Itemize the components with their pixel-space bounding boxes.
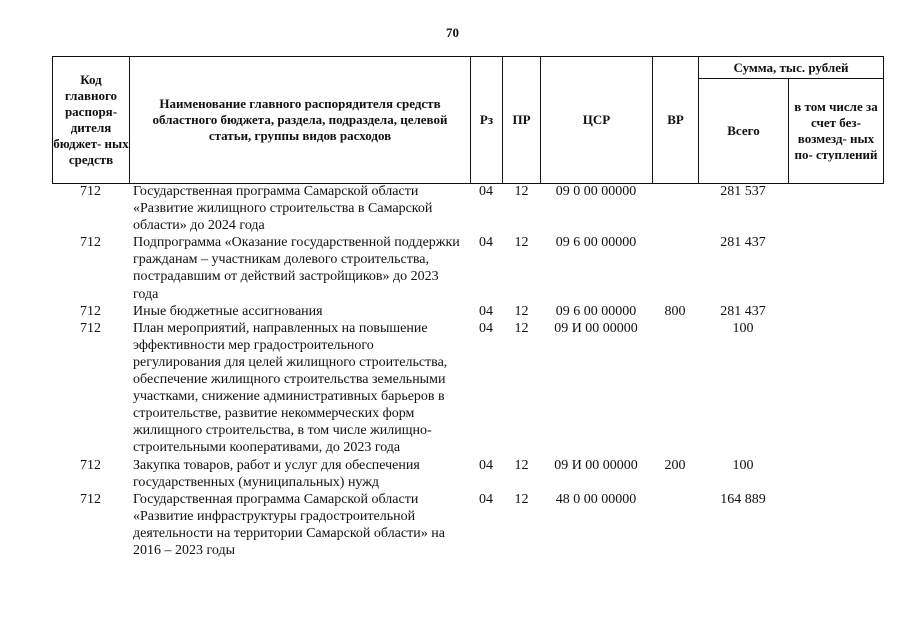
table-row xyxy=(52,320,884,457)
header-name: Наименование главного распорядителя средств областного бюджета, раздела, подраздела, целевой статьи, группы видов расходов xyxy=(152,96,448,143)
table-body xyxy=(52,183,884,559)
cell-vr: 200 xyxy=(664,457,686,473)
cell-name: Государственная программа Самарской области «Развитие жилищного строительства в Самарской области» до 2024 года xyxy=(133,184,433,234)
cell-csr: 09 0 00 00000 xyxy=(555,184,637,199)
header-csr: ЦСР xyxy=(582,112,611,127)
table-row xyxy=(52,303,884,320)
cell-name: Государственная программа Самарской области «Развитие инфраструктуры градостроительной деятельности на территории Самарской области» на 2016 – 2023 годы xyxy=(133,491,445,558)
cell-code: 712 xyxy=(80,235,101,251)
table-header xyxy=(52,56,884,184)
cell-code: 712 xyxy=(80,184,101,199)
cell-rz: 04 xyxy=(479,184,493,199)
cell-name: Подпрограмма «Оказание государственной поддержки гражданам – участникам долевого строительства, пострадавшим от действий застройщиков» до 2023 года xyxy=(133,235,460,302)
cell-csr: 09 6 00 00000 xyxy=(555,235,637,251)
cell-pr: 12 xyxy=(514,184,529,199)
cell-total: 100 xyxy=(732,320,754,336)
header-vr: ВР xyxy=(667,112,684,127)
page-number: 70 xyxy=(446,25,459,40)
header-code: Код главного распоря- дителя бюджет- ных средств xyxy=(53,72,129,167)
table-row xyxy=(52,183,884,234)
table-row xyxy=(52,234,884,302)
cell-rz: 04 xyxy=(479,303,493,319)
cell-csr: 09 И 00 00000 xyxy=(554,320,638,336)
cell-total: 281 437 xyxy=(720,235,766,251)
cell-csr: 09 6 00 00000 xyxy=(555,303,637,319)
cell-name: Закупка товаров, работ и услуг для обеспечения государственных (муниципальных) нужд xyxy=(133,457,420,490)
cell-name: Иные бюджетные ассигнования xyxy=(133,303,323,319)
cell-total: 281 537 xyxy=(720,184,766,199)
cell-rz: 04 xyxy=(479,457,493,473)
cell-total: 281 437 xyxy=(720,303,766,319)
cell-code: 712 xyxy=(80,491,101,507)
header-rz: Рз xyxy=(479,112,494,127)
cell-rz: 04 xyxy=(479,320,493,336)
cell-pr: 12 xyxy=(514,491,529,507)
cell-pr: 12 xyxy=(514,303,529,319)
header-pr: ПР xyxy=(512,112,531,127)
cell-csr: 48 0 00 00000 xyxy=(555,491,637,507)
cell-rz: 04 xyxy=(479,491,493,507)
cell-csr: 09 И 00 00000 xyxy=(554,457,638,473)
cell-total: 164 889 xyxy=(720,491,766,507)
cell-rz: 04 xyxy=(479,235,493,251)
table-row xyxy=(52,457,884,491)
header-total: Всего xyxy=(727,123,760,138)
header-sum: Сумма, тыс. рублей xyxy=(733,59,849,75)
cell-pr: 12 xyxy=(514,457,529,473)
header-gratuitous: в том числе за счет без- возмезд- ных по- ступлений xyxy=(794,99,878,162)
cell-total: 100 xyxy=(732,457,754,473)
cell-pr: 12 xyxy=(514,235,529,251)
cell-name: План мероприятий, направленных на повышение эффективности мер градостроительного регулирования для целей жилищного строительства, обеспечение жилищного строительства земельными участками, снижение административных барьеров в строительстве, развитие некоммерческих форм жилищного строительства, в том числе жилищно-строительными кооперативами, до 2023 года xyxy=(133,320,448,456)
cell-vr: 800 xyxy=(664,303,686,319)
cell-code: 712 xyxy=(80,303,101,319)
cell-pr: 12 xyxy=(514,320,529,336)
cell-code: 712 xyxy=(80,320,101,336)
table-row xyxy=(52,491,884,559)
cell-code: 712 xyxy=(80,457,101,473)
header-border-right xyxy=(883,56,884,184)
